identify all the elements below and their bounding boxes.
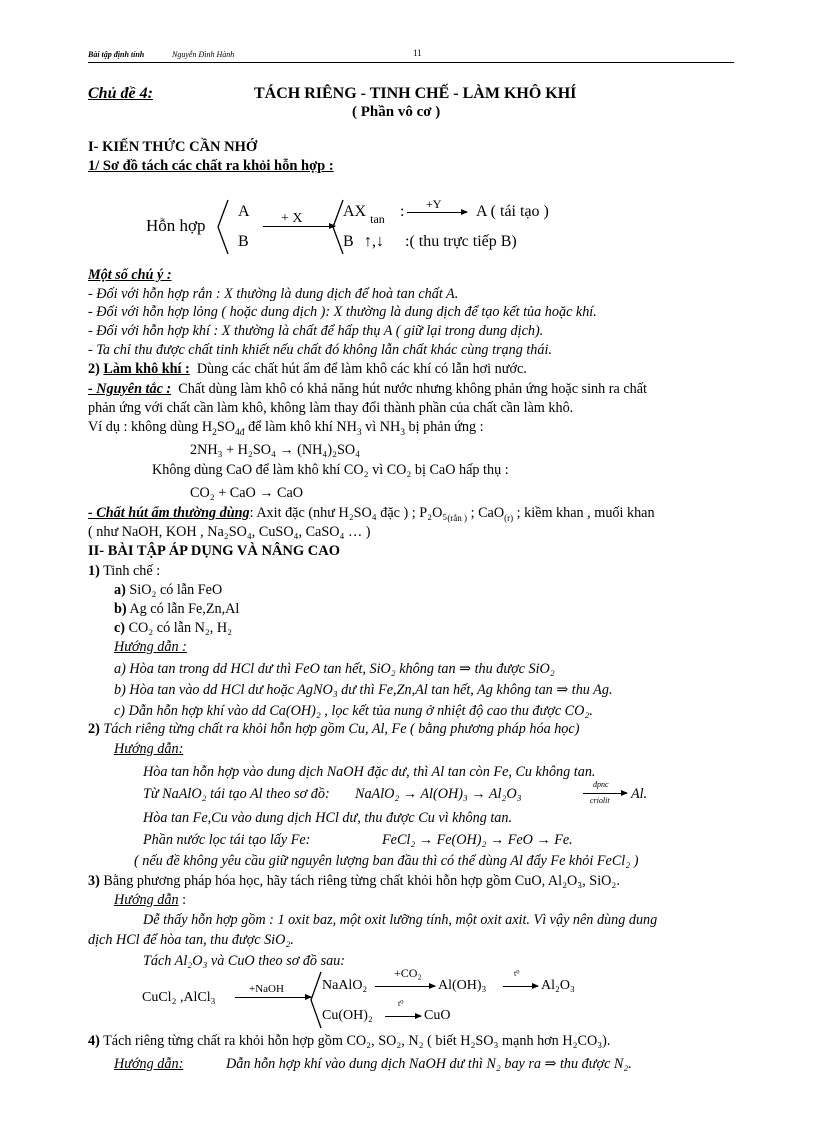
- p2-dpnc: đpnc: [593, 780, 609, 789]
- p1-b: b) Ag có lẫn Fe,Zn,Al: [114, 601, 240, 617]
- p2-line: 2) Tách riêng từng chất ra khỏi hỗn hợp gồm Cu, Al, Fe ( bằng phương pháp hóa học): [88, 721, 580, 737]
- drying-line: 2) Làm khô khí : Dùng các chất hút ẩm để làm khô các khí có lẫn hơi nước.: [88, 361, 527, 377]
- p2-guide: Hướng dẫn:: [114, 741, 184, 757]
- p1-c: c) CO₂ có lẫn N₂, H₂: [114, 620, 233, 636]
- diag2-cuoh2: Cu(OH)₂: [322, 1008, 373, 1023]
- example-line: Ví dụ : không dùng $H_2SO_{4đ}$ để làm khô khí $NH_3$ vì $NH_3$ bị phản ứng :: [88, 419, 484, 438]
- equation-2: CO₂ + CaO → CaO: [190, 485, 304, 501]
- page-number: 11: [413, 48, 422, 58]
- p2-criolit: criolit: [590, 796, 610, 805]
- p2-l2a: Từ NaAlO₂ tái tạo Al theo sơ đồ:: [143, 786, 330, 802]
- p3-line: 3) Bằng phương pháp hóa học, hãy tách riêng từng chất khỏi hỗn hợp gồm CuO, Al₂O₃, SiO₂.: [88, 873, 620, 889]
- section1-sub1: 1/ Sơ đồ tách các chất ra khỏi hỗn hợp :: [88, 158, 334, 174]
- diagram-result-a: A ( tái tạo ): [476, 203, 549, 220]
- topic-title: TÁCH RIÊNG - TINH CHẾ - LÀM KHÔ KHÍ: [254, 85, 577, 102]
- p2-l3: Hòa tan Fe,Cu vào dung dịch HCl dư, thu được Cu vì không tan.: [143, 810, 513, 826]
- arrow-y: [407, 212, 467, 213]
- p3-l1: Dễ thấy hỗn hợp gồm : 1 oxit baz, một oxit lưỡng tính, một oxit axit. Vì vậy nên dùng dung: [143, 912, 658, 928]
- p2-l2b: NaAlO₂ → Al(OH)₃ → Al₂O₃: [355, 786, 522, 802]
- p3-guide: Hướng dẫn :: [114, 892, 187, 908]
- note-2: - Đối với hỗn hợp lỏng ( hoặc dung dịch ): X thường là dung dịch để tạo kết tủa hoặc khí.: [88, 304, 597, 320]
- p1-guide-b: b) Hòa tan vào dd HCl dư hoặc AgNO₃ dư thì Fe,Zn,Al tan hết, Ag không tan ⇒ thu Ag.: [114, 682, 613, 698]
- p1-line: 1) Tinh chế :: [88, 563, 161, 579]
- p4-guide: Hướng dẫn:: [114, 1056, 184, 1072]
- note-4: - Ta chỉ thu được chất tinh khiết nếu chất đó không lẫn chất khác cùng trạng thái.: [88, 342, 552, 358]
- p1-guide: Hướng dẫn :: [114, 639, 187, 655]
- note-3: - Đối với hỗn hợp khí : X thường là chất để hấp thụ A ( giữ lại trong dung dịch).: [88, 323, 544, 339]
- cao-line: Không dùng CaO để làm khô khí CO₂ vì CO₂ bị CaO hấp thụ :: [152, 462, 509, 478]
- equation-1: 2NH₃ + H₂SO₄ → (NH₄)₂SO₄: [190, 442, 361, 458]
- left-bracket: [216, 198, 230, 256]
- diag2-start: CuCl₂ ,AlCl₃: [142, 990, 216, 1005]
- section2-heading: II- BÀI TẬP ÁP DỤNG VÀ NÂNG CAO: [88, 543, 341, 559]
- diag2-bracket: [309, 970, 323, 1030]
- diag2-arrow-co2: [375, 986, 435, 987]
- diagram-y: +Y: [426, 197, 442, 211]
- p2-l4b: FeCl₂ → Fe(OH)₂ → FeO → Fe.: [382, 832, 573, 848]
- section1-heading: I- KIẾN THỨC CẦN NHỚ: [88, 139, 258, 155]
- diagram-x: + X: [281, 211, 303, 226]
- p3-l3: Tách Al₂O₃ và CuO theo sơ đồ sau:: [143, 953, 345, 969]
- topic-label: Chủ đề 4:: [88, 85, 153, 102]
- p2-l1: Hòa tan hỗn hợp vào dung dịch NaOH đặc dư, thì Al tan còn Fe, Cu không tan.: [143, 764, 596, 780]
- diag2-t0b: t⁰: [398, 999, 404, 1008]
- p1-a: a) SiO₂ có lẫn FeO: [114, 582, 223, 598]
- header-rule: [88, 62, 734, 63]
- diagram-b-out: B: [343, 233, 354, 250]
- p1-guide-c: c) Dẫn hỗn hợp khí vào dd Ca(OH)₂ , lọc kết tủa nung ở nhiệt độ cao thu được CO₂.: [114, 703, 593, 719]
- arrow-x: [263, 226, 335, 227]
- p2-l2c: Al.: [631, 786, 648, 802]
- notes-title: Một số chú ý :: [88, 267, 172, 283]
- header-left: Bài tập định tính: [88, 50, 145, 59]
- diag2-aloh3: Al(OH)₃: [438, 978, 487, 993]
- principle-line-2: phản ứng với chất cần làm khô, không làm thay đổi thành phần của chất cần làm khô.: [88, 400, 574, 416]
- p1-guide-a: a) Hòa tan trong dd HCl dư thì FeO tan hết, SiO₂ không tan ⇒ thu được SiO₂: [114, 661, 555, 677]
- header-author: Nguyễn Đình Hành: [172, 50, 235, 59]
- p2-arrow-dpnc: [583, 793, 627, 794]
- p4-l1: Dẫn hỗn hợp khí vào dung dịch NaOH dư thì N₂ bay ra ⇒ thu được N₂.: [226, 1056, 632, 1072]
- diag2-al2o3: Al₂O₃: [541, 978, 575, 993]
- diag2-co2: +CO₂: [394, 966, 422, 980]
- p4-line: 4) Tách riêng từng chất ra khỏi hỗn hợp gồm CO₂, SO₂, N₂ ( biết H₂SO₃ mạnh hơn H₂CO₃).: [88, 1033, 611, 1049]
- diag2-arrow-t0: [503, 986, 538, 987]
- diag2-naoh: +NaOH: [249, 983, 284, 995]
- diagram-ax: AX $_{tan}$: [343, 203, 385, 226]
- diagram-direct: :( thu trực tiếp B): [405, 233, 517, 250]
- p2-l4a: Phần nước lọc tái tạo lấy Fe:: [143, 832, 311, 848]
- absorbent-line-1: - Chất hút ẩm thường dùng: Axit đặc (như H₂SO₄ đặc ) ; $P_2O_5_{(rắn )}$ ; CaO$_{(r)}$ ; kiềm khan , muối khan: [88, 505, 655, 523]
- diag2-arrow-naoh: [235, 997, 311, 998]
- p2-l5: ( nếu đề không yêu cầu giữ nguyên lượng ban đầu thì có thể dùng Al đẩy Fe khỏi FeCl₂ ): [134, 853, 639, 869]
- diag2-arrow-t0b: [385, 1016, 421, 1017]
- diagram-a: A: [238, 203, 250, 220]
- diagram-b: B: [238, 233, 249, 250]
- diag2-naalo2: NaAlO₂: [322, 978, 368, 993]
- diag2-cuo: CuO: [424, 1008, 451, 1023]
- absorbent-line-2: ( như NaOH, KOH , Na₂SO₄, CuSO₄, CaSO₄ … ): [88, 524, 371, 540]
- p3-l2: dịch HCl để hòa tan, thu được SiO₂.: [88, 932, 294, 948]
- diagram-mix: Hỗn hợp: [146, 216, 206, 235]
- diagram-colon: :: [400, 203, 405, 220]
- note-1: - Đối với hỗn hợp rắn : X thường là dung dịch để hoà tan chất A.: [88, 286, 459, 302]
- diagram-arrows: ↑,↓: [364, 233, 384, 250]
- principle-line-1: - Nguyên tắc : Chất dùng làm khô có khả năng hút nước nhưng không phản ứng hoặc sinh ra chất: [88, 381, 647, 397]
- topic-subtitle: ( Phần vô cơ ): [352, 104, 441, 120]
- diag2-t0: t⁰: [514, 969, 520, 978]
